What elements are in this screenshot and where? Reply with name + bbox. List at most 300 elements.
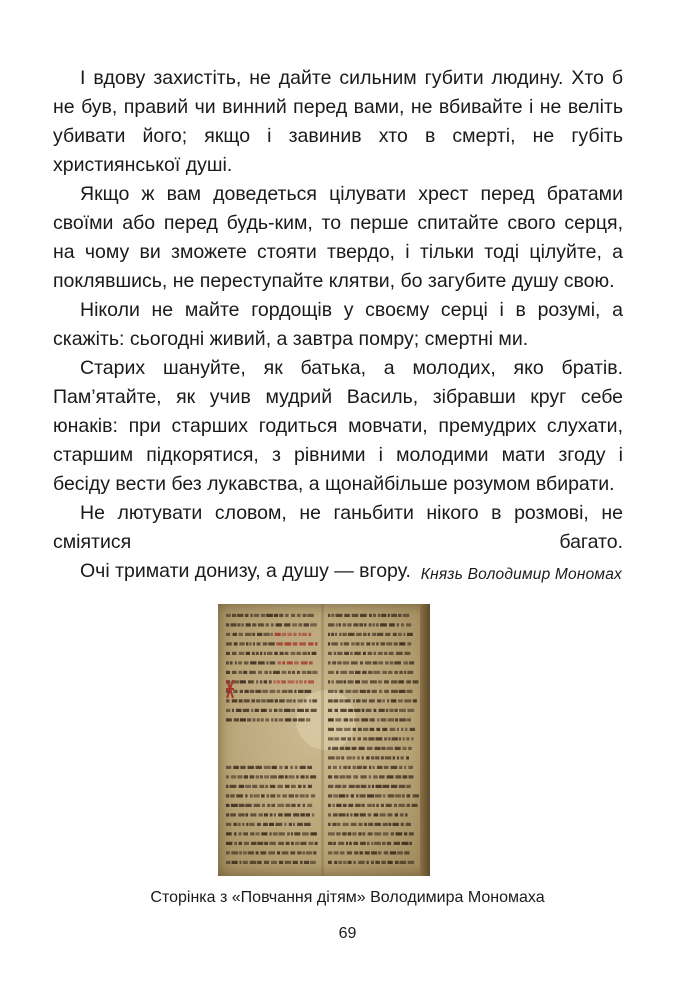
script-glyph <box>252 623 256 626</box>
script-glyph <box>306 794 309 797</box>
script-glyph <box>398 633 402 636</box>
script-glyph <box>332 823 336 826</box>
script-glyph <box>303 614 307 617</box>
script-glyph <box>403 661 408 664</box>
script-glyph <box>346 842 348 845</box>
script-glyph <box>404 851 409 854</box>
script-glyph <box>383 794 386 797</box>
script-glyph <box>252 633 255 636</box>
script-glyph <box>399 737 401 740</box>
script-glyph <box>307 804 312 807</box>
script-glyph <box>339 699 343 702</box>
script-glyph <box>297 823 303 826</box>
script-glyph <box>226 832 232 835</box>
script-glyph <box>293 642 298 645</box>
script-glyph <box>328 690 334 693</box>
script-glyph <box>336 614 343 617</box>
script-glyph <box>407 642 411 645</box>
script-glyph <box>360 813 366 816</box>
script-glyph <box>275 633 281 636</box>
script-glyph <box>339 633 341 636</box>
script-glyph <box>300 861 302 864</box>
script-glyph <box>387 747 394 750</box>
script-glyph <box>305 709 309 712</box>
script-glyph <box>234 842 237 845</box>
script-glyph <box>339 813 346 816</box>
script-glyph <box>251 709 253 712</box>
script-glyph <box>380 813 386 816</box>
script-glyph <box>384 737 387 740</box>
script-glyph <box>273 832 278 835</box>
script-glyph <box>243 861 248 864</box>
script-glyph <box>350 813 352 816</box>
script-glyph <box>234 823 237 826</box>
script-glyph <box>332 661 336 664</box>
script-glyph <box>240 861 242 864</box>
script-glyph <box>238 813 244 816</box>
script-glyph <box>368 652 372 655</box>
script-glyph <box>404 766 406 769</box>
script-glyph <box>226 652 230 655</box>
script-glyph <box>405 728 408 731</box>
script-glyph <box>270 813 273 816</box>
script-glyph <box>384 766 389 769</box>
script-glyph <box>328 851 332 854</box>
manuscript-script-lines <box>218 604 430 876</box>
script-glyph <box>252 785 257 788</box>
script-glyph <box>376 804 379 807</box>
script-glyph <box>234 718 239 721</box>
script-glyph <box>354 709 360 712</box>
script-glyph <box>256 832 260 835</box>
script-glyph <box>342 633 347 636</box>
script-glyph <box>399 671 403 674</box>
script-glyph <box>328 842 333 845</box>
script-glyph <box>353 842 358 845</box>
script-glyph <box>285 861 291 864</box>
script-glyph <box>344 728 351 731</box>
script-glyph <box>387 842 391 845</box>
script-glyph <box>271 633 273 636</box>
script-glyph <box>370 718 375 721</box>
script-glyph <box>388 671 392 674</box>
script-glyph <box>245 794 247 797</box>
script-glyph <box>374 709 377 712</box>
script-glyph <box>406 823 411 826</box>
script-glyph <box>261 699 266 702</box>
script-glyph <box>289 794 294 797</box>
script-glyph <box>382 671 387 674</box>
script-glyph <box>291 804 295 807</box>
script-glyph <box>368 832 373 835</box>
script-glyph <box>405 813 407 816</box>
script-glyph <box>328 775 332 778</box>
script-glyph <box>226 813 229 816</box>
script-glyph <box>250 861 257 864</box>
script-glyph <box>240 718 246 721</box>
script-glyph <box>249 671 256 674</box>
script-glyph <box>391 614 397 617</box>
script-glyph <box>328 756 335 759</box>
script-glyph <box>243 709 249 712</box>
script-glyph <box>269 680 272 683</box>
script-glyph <box>336 623 338 626</box>
script-glyph <box>394 842 400 845</box>
script-glyph <box>369 623 372 626</box>
script-glyph <box>403 775 408 778</box>
script-glyph <box>276 623 282 626</box>
script-glyph <box>349 785 355 788</box>
script-glyph <box>376 737 383 740</box>
script-glyph <box>293 718 298 721</box>
script-glyph <box>284 813 291 816</box>
script-glyph <box>365 661 371 664</box>
script-glyph <box>295 842 299 845</box>
script-glyph <box>353 699 355 702</box>
script-glyph <box>344 680 346 683</box>
script-glyph <box>374 813 379 816</box>
script-glyph <box>373 775 378 778</box>
script-glyph <box>270 775 277 778</box>
script-glyph <box>328 633 330 636</box>
script-glyph <box>337 652 342 655</box>
script-glyph <box>273 671 280 674</box>
script-glyph <box>274 680 276 683</box>
script-glyph <box>278 842 284 845</box>
script-glyph <box>383 823 388 826</box>
script-glyph <box>360 775 366 778</box>
script-glyph <box>268 642 275 645</box>
script-glyph <box>226 718 232 721</box>
script-glyph <box>309 661 313 664</box>
script-glyph <box>282 794 287 797</box>
script-glyph <box>335 718 341 721</box>
script-glyph <box>264 652 266 655</box>
script-glyph <box>352 614 359 617</box>
script-glyph <box>378 652 383 655</box>
script-glyph <box>302 671 307 674</box>
script-glyph <box>288 633 292 636</box>
script-glyph <box>261 832 267 835</box>
script-glyph <box>250 775 255 778</box>
script-glyph <box>267 699 274 702</box>
script-glyph <box>345 747 350 750</box>
script-glyph <box>299 642 306 645</box>
script-glyph <box>379 690 382 693</box>
script-glyph <box>343 823 349 826</box>
script-glyph <box>372 690 377 693</box>
script-glyph <box>340 709 346 712</box>
paragraph: Якщо ж вам доведеться цілувати хрест перед братами своїми або перед будь-ким, то перше спитайте свого серця, на чому ви зможете стояти твердо, і тільки тоді цілуйте, а поклявшись, не переступайте клятви, бо загубите душу свою. <box>53 183 623 292</box>
script-glyph <box>354 652 361 655</box>
script-glyph <box>299 680 303 683</box>
script-glyph <box>282 633 287 636</box>
script-glyph <box>349 718 353 721</box>
script-glyph <box>374 652 377 655</box>
script-glyph <box>406 737 409 740</box>
script-glyph <box>413 680 419 683</box>
script-glyph <box>389 823 392 826</box>
script-glyph <box>411 737 413 740</box>
script-glyph <box>256 680 258 683</box>
script-glyph <box>406 756 409 759</box>
script-glyph <box>363 737 367 740</box>
author-signature: Князь Володимир Мономах <box>420 566 622 583</box>
script-glyph <box>343 661 349 664</box>
script-glyph <box>296 680 298 683</box>
script-glyph <box>226 766 231 769</box>
script-glyph <box>378 614 381 617</box>
script-glyph <box>406 623 411 626</box>
script-glyph <box>393 633 397 636</box>
script-glyph <box>289 775 295 778</box>
script-glyph <box>368 813 372 816</box>
script-glyph <box>264 671 268 674</box>
script-glyph <box>311 794 315 797</box>
script-glyph <box>338 861 342 864</box>
script-glyph <box>347 737 351 740</box>
script-glyph <box>226 775 229 778</box>
script-glyph <box>230 785 237 788</box>
script-glyph <box>388 718 395 721</box>
script-glyph <box>364 623 366 626</box>
script-glyph <box>242 823 244 826</box>
script-glyph <box>344 642 349 645</box>
script-glyph <box>336 756 340 759</box>
script-glyph <box>348 832 352 835</box>
script-glyph <box>372 633 376 636</box>
script-glyph <box>234 832 237 835</box>
script-glyph <box>393 823 399 826</box>
script-glyph <box>301 661 308 664</box>
script-glyph <box>226 823 231 826</box>
script-glyph <box>369 699 375 702</box>
script-glyph <box>359 747 365 750</box>
script-glyph <box>348 766 350 769</box>
script-glyph <box>337 661 341 664</box>
script-glyph <box>303 804 305 807</box>
script-glyph <box>303 785 306 788</box>
script-glyph <box>252 652 255 655</box>
script-glyph <box>245 614 248 617</box>
script-glyph <box>404 832 407 835</box>
script-glyph <box>377 766 383 769</box>
script-glyph <box>232 652 237 655</box>
script-glyph <box>388 861 393 864</box>
script-glyph <box>331 614 334 617</box>
script-glyph <box>278 661 281 664</box>
script-glyph <box>270 690 276 693</box>
script-glyph <box>290 851 295 854</box>
script-glyph <box>260 851 266 854</box>
script-glyph <box>378 661 383 664</box>
script-glyph <box>398 804 405 807</box>
script-glyph <box>226 671 230 674</box>
script-glyph <box>302 633 307 636</box>
script-glyph <box>364 823 367 826</box>
script-glyph <box>251 842 256 845</box>
script-glyph <box>308 652 310 655</box>
script-glyph <box>357 756 360 759</box>
script-glyph <box>312 671 317 674</box>
script-glyph <box>313 851 316 854</box>
script-glyph <box>390 728 396 731</box>
script-glyph <box>361 785 367 788</box>
script-glyph <box>401 728 403 731</box>
script-glyph <box>248 851 254 854</box>
script-glyph <box>340 671 347 674</box>
script-glyph <box>373 671 380 674</box>
script-glyph <box>358 861 364 864</box>
script-glyph <box>398 699 403 702</box>
script-glyph <box>266 614 273 617</box>
script-glyph <box>358 737 362 740</box>
script-glyph <box>354 813 359 816</box>
script-glyph <box>307 766 312 769</box>
script-glyph <box>333 813 338 816</box>
script-glyph <box>371 851 377 854</box>
script-glyph <box>284 623 290 626</box>
script-glyph <box>274 614 278 617</box>
script-glyph <box>335 709 339 712</box>
script-glyph <box>232 699 238 702</box>
script-glyph <box>407 709 414 712</box>
script-glyph <box>291 832 293 835</box>
script-glyph <box>383 832 389 835</box>
script-glyph <box>362 709 365 712</box>
script-glyph <box>266 623 269 626</box>
script-glyph <box>362 756 364 759</box>
script-glyph <box>391 832 394 835</box>
script-glyph <box>328 680 330 683</box>
script-glyph <box>384 851 389 854</box>
script-glyph <box>269 709 272 712</box>
script-glyph <box>259 813 263 816</box>
script-glyph <box>366 642 370 645</box>
script-glyph <box>377 633 383 636</box>
script-glyph <box>349 671 354 674</box>
script-glyph <box>340 747 344 750</box>
script-glyph <box>302 832 309 835</box>
script-glyph <box>243 851 247 854</box>
script-glyph <box>250 690 255 693</box>
script-glyph <box>363 766 367 769</box>
script-glyph <box>271 861 277 864</box>
script-glyph <box>346 775 351 778</box>
script-glyph <box>250 661 256 664</box>
script-glyph <box>237 775 242 778</box>
script-glyph <box>264 861 269 864</box>
script-glyph <box>358 832 361 835</box>
script-glyph <box>245 690 249 693</box>
script-glyph <box>257 642 261 645</box>
script-glyph <box>394 671 397 674</box>
script-glyph <box>349 842 352 845</box>
script-glyph <box>352 832 356 835</box>
script-glyph <box>296 775 299 778</box>
script-glyph <box>264 766 271 769</box>
script-glyph <box>347 756 352 759</box>
script-glyph <box>293 823 295 826</box>
script-glyph <box>379 775 385 778</box>
script-glyph <box>342 832 346 835</box>
script-glyph <box>406 785 411 788</box>
script-glyph <box>404 699 411 702</box>
script-glyph <box>256 652 259 655</box>
script-glyph <box>260 680 262 683</box>
script-glyph <box>351 794 354 797</box>
script-glyph <box>269 823 274 826</box>
script-glyph <box>250 832 254 835</box>
script-glyph <box>403 737 405 740</box>
script-glyph <box>248 680 254 683</box>
script-glyph <box>331 633 334 636</box>
script-glyph <box>282 661 285 664</box>
script-glyph <box>306 813 310 816</box>
script-glyph <box>277 785 283 788</box>
script-glyph <box>263 823 268 826</box>
script-glyph <box>409 832 414 835</box>
script-glyph <box>355 680 360 683</box>
script-glyph <box>375 756 379 759</box>
script-glyph <box>263 642 268 645</box>
script-glyph <box>343 766 347 769</box>
script-glyph <box>366 861 368 864</box>
script-glyph <box>293 813 299 816</box>
page-number: 69 <box>338 925 357 942</box>
script-glyph <box>370 680 377 683</box>
script-glyph <box>282 671 287 674</box>
script-glyph <box>298 718 305 721</box>
script-glyph <box>331 680 334 683</box>
script-glyph <box>242 623 244 626</box>
script-glyph <box>391 785 397 788</box>
script-glyph <box>328 652 332 655</box>
script-glyph <box>400 861 407 864</box>
script-glyph <box>226 842 232 845</box>
script-glyph <box>277 851 280 854</box>
script-glyph <box>285 775 288 778</box>
script-glyph <box>362 804 365 807</box>
script-glyph <box>255 709 260 712</box>
script-glyph <box>264 813 268 816</box>
script-glyph <box>226 699 230 702</box>
script-glyph <box>277 690 280 693</box>
script-glyph <box>399 642 405 645</box>
script-glyph <box>369 775 371 778</box>
script-glyph <box>403 633 405 636</box>
script-glyph <box>362 699 367 702</box>
script-glyph <box>226 633 230 636</box>
script-glyph <box>291 785 296 788</box>
script-glyph <box>361 642 364 645</box>
script-glyph <box>361 718 368 721</box>
script-glyph <box>306 775 309 778</box>
script-glyph <box>407 718 411 721</box>
script-glyph <box>344 718 349 721</box>
script-glyph <box>395 861 399 864</box>
script-glyph <box>333 842 336 845</box>
script-glyph <box>412 804 418 807</box>
script-glyph <box>360 690 366 693</box>
script-glyph <box>310 623 317 626</box>
script-glyph <box>275 823 282 826</box>
script-glyph <box>297 671 300 674</box>
script-glyph <box>381 756 384 759</box>
script-glyph <box>310 861 316 864</box>
script-glyph <box>300 842 306 845</box>
script-glyph <box>332 747 338 750</box>
